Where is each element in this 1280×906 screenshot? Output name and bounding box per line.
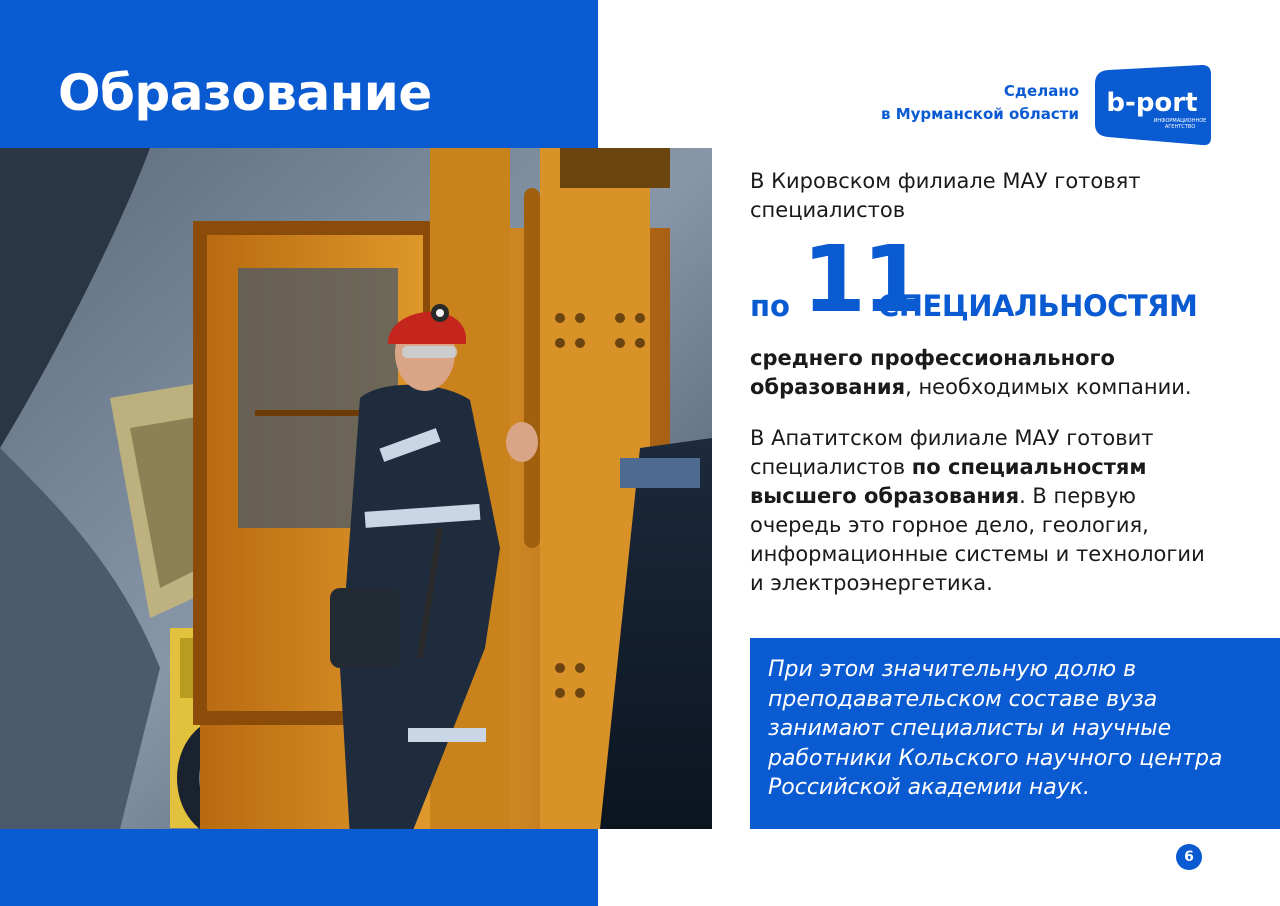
paragraph-secondary-education xyxy=(750,344,1220,402)
logo-sub1: ИНФОРМАЦИОННОЕ xyxy=(1153,118,1207,124)
specialties-suffix: СПЕЦИАЛЬНОСТЯМ xyxy=(878,289,1198,323)
logo-sub2: АГЕНТСТВО xyxy=(1164,124,1196,130)
specialties-prefix: по xyxy=(750,289,790,323)
specialties-count-line xyxy=(750,226,1250,333)
quote-box xyxy=(750,638,1280,829)
logo-text: b-port xyxy=(1106,88,1198,118)
quote-text: При этом значительную долю в преподавательском составе вуза занимают специалисты и научные работники Кольского научного центра Российской академии наук. xyxy=(768,657,1223,800)
paragraph-kirovsk: В Кировском филиале МАУ готовят специалистов xyxy=(750,169,1141,222)
specialties-number: 11 xyxy=(802,226,923,333)
secondary-education-rest: , необходимых компании. xyxy=(905,375,1192,399)
b-port-logo xyxy=(1094,64,1212,146)
footer-band xyxy=(0,829,598,906)
higher-education-bold: по специальностям высшего образования xyxy=(750,455,1147,508)
page-title: Образование xyxy=(58,64,432,122)
brand-tagline-line2: в Мурманской области xyxy=(881,105,1079,123)
mining-worker-photo xyxy=(0,148,712,829)
brand-tagline-line1: Сделано xyxy=(1003,82,1079,100)
secondary-education-bold: среднего профессионального образования xyxy=(750,346,1115,399)
apatity-text-b: . В первую очередь это горное дело, геология, информационные системы и технологии и электроэнергетика. xyxy=(750,484,1205,595)
apatity-text-a: В Апатитском филиале МАУ готовит специалистов xyxy=(750,426,1154,479)
page-number-badge: 6 xyxy=(1176,844,1202,870)
brand-tagline xyxy=(881,80,1079,126)
paragraph-apatity xyxy=(750,424,1220,598)
